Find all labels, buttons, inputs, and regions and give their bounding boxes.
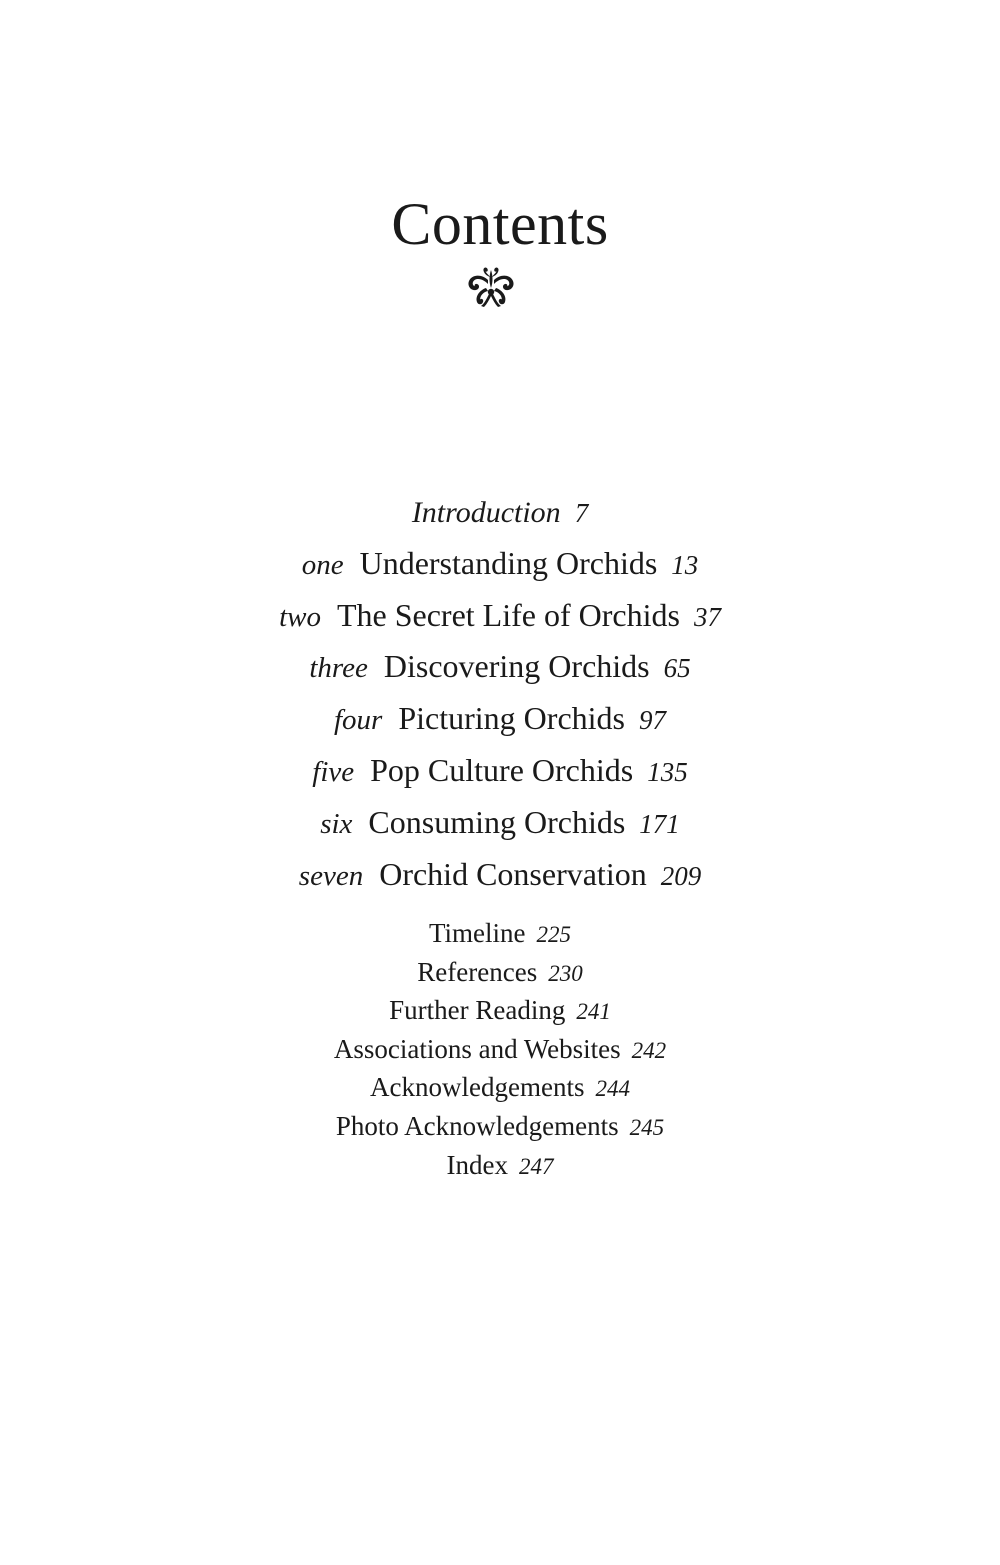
chapter-number: one <box>301 548 344 581</box>
toc-entry-chapter-two[interactable] <box>0 590 1000 642</box>
entry-title: Index <box>446 1149 508 1180</box>
page-number: 13 <box>671 549 699 580</box>
entry-title: Acknowledgements <box>370 1072 585 1103</box>
back-matter-list <box>0 914 1000 1184</box>
page-number: 244 <box>595 1076 630 1102</box>
toc-entry-chapter-four[interactable] <box>0 693 1000 745</box>
entry-title: Further Reading <box>389 995 566 1026</box>
chapter-title: Discovering Orchids <box>383 648 650 685</box>
chapter-title: Pop Culture Orchids <box>370 751 634 788</box>
chapter-number: two <box>279 600 321 633</box>
entry-title: Photo Acknowledgements <box>335 1110 619 1141</box>
page-number: 65 <box>663 653 691 684</box>
toc-entry-index[interactable] <box>0 1146 1000 1185</box>
page-number: 247 <box>518 1153 554 1179</box>
chapter-number: five <box>312 755 355 788</box>
page-number: 225 <box>536 922 572 947</box>
toc-entry-acknowledgements[interactable] <box>0 1068 1000 1107</box>
page-number: 209 <box>660 860 702 891</box>
chapter-number: six <box>320 807 353 840</box>
toc-entry-chapter-six[interactable] <box>0 797 1000 849</box>
entry-title: Associations and Websites <box>333 1033 621 1064</box>
chapter-number: seven <box>298 859 364 892</box>
chapter-title: Picturing Orchids <box>398 700 625 737</box>
page-number: 7 <box>574 498 589 528</box>
toc-entry-chapter-seven[interactable] <box>0 849 1000 901</box>
chapter-number: four <box>334 704 383 737</box>
page-number: 135 <box>647 756 688 787</box>
toc-entry-chapter-three[interactable] <box>0 641 1000 693</box>
toc-entry-photo-acknowledgements[interactable] <box>0 1107 1000 1146</box>
toc-entry-introduction[interactable] <box>0 486 1000 538</box>
toc-entry-timeline[interactable] <box>0 914 1000 953</box>
chapter-title: Understanding Orchids <box>359 544 658 581</box>
toc-entry-chapter-five[interactable] <box>0 745 1000 797</box>
page-title: Contents <box>391 191 609 257</box>
toc-entry-chapter-one[interactable] <box>0 538 1000 590</box>
chapter-list <box>0 486 1000 900</box>
toc-entry-associations-and-websites[interactable] <box>0 1030 1000 1069</box>
entry-title: Timeline <box>428 918 526 948</box>
chapter-title: Consuming Orchids <box>368 803 626 840</box>
page-number: 230 <box>548 960 583 986</box>
page-number: 242 <box>631 1037 667 1063</box>
chapter-title: Orchid Conservation <box>379 855 647 892</box>
fleuron-ornament-icon <box>464 266 520 308</box>
chapter-title: Introduction <box>411 496 561 529</box>
page-number: 171 <box>639 808 680 839</box>
page-number: 97 <box>638 705 666 736</box>
page-number: 245 <box>629 1114 665 1140</box>
chapter-number: three <box>309 652 368 685</box>
toc-entry-references[interactable] <box>0 953 1000 992</box>
chapter-title: The Secret Life of Orchids <box>336 596 680 633</box>
page-number: 241 <box>576 999 611 1025</box>
toc-entry-further-reading[interactable] <box>0 991 1000 1030</box>
page-number: 37 <box>693 601 721 632</box>
entry-title: References <box>417 956 538 987</box>
